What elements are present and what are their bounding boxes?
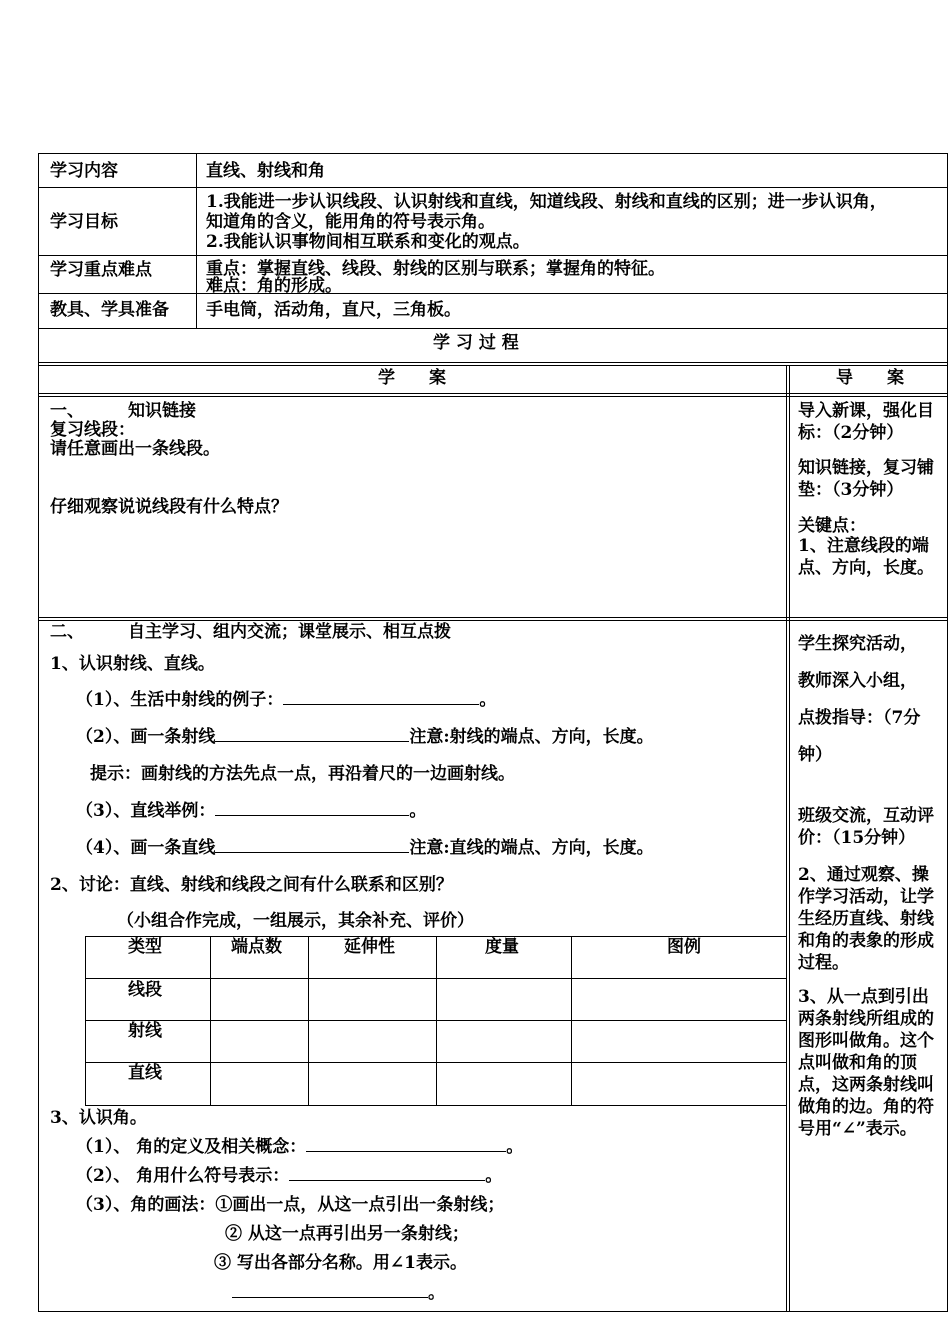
row-divider	[38, 328, 948, 329]
guide2-exchange: 班级交流，互动评价：（15分钟）	[798, 806, 934, 848]
row-divider	[38, 293, 948, 294]
answer-blank[interactable]	[289, 1166, 485, 1181]
guide2-activity: 学生探究活动，	[798, 634, 917, 654]
value-keypoints-1: 重点：掌握直线、线段、射线的区别与联系；掌握角的特征。	[206, 259, 665, 279]
table-header-extension: 延伸性	[344, 937, 395, 957]
prompt-text: （3）、直线举例：	[76, 801, 216, 821]
table-row-label: 射线	[128, 1021, 162, 1041]
value-content: 直线、射线和角	[206, 161, 325, 181]
table-header-type: 类型	[128, 937, 162, 957]
value-goals-2: 知道角的含义，能用角的符号表示角。	[206, 212, 495, 232]
grid-line	[210, 936, 211, 1106]
section2-line	[76, 690, 496, 710]
section2-line: 2、讨论：直线、射线和线段之间有什么联系和区别？	[50, 875, 453, 895]
row-divider	[38, 396, 948, 397]
period-text: 。	[485, 1166, 503, 1186]
section2-line	[76, 801, 426, 821]
period-text: 。	[479, 690, 497, 710]
table-header-endpoints: 端点数	[231, 937, 282, 957]
period-text: 。	[506, 1137, 524, 1157]
process-title: 学 习 过 程	[433, 333, 519, 353]
section2-line	[76, 838, 654, 858]
value-goals-3: 2.我能认识事物间相互联系和变化的观点。	[206, 232, 530, 252]
prompt-text: （2）、画一条射线	[76, 727, 216, 747]
guide2-angle-def: 3、从一点到引出两条射线所组成的图形叫做角。这个点叫做和角的顶点，这两条射线叫做角的边。角的符号用“∠”表示。	[798, 987, 934, 1139]
period-text: 。	[409, 801, 427, 821]
row-divider	[38, 187, 948, 188]
guide1-review: 知识链接，复习铺垫：（3分钟）	[798, 458, 934, 500]
grid-line	[85, 936, 86, 1106]
section2-line: （3）、角的画法：①画出一点，从这一点引出一条射线；	[76, 1195, 505, 1215]
grid-line	[436, 936, 437, 1106]
section1-line: 仔细观察说说线段有什么特点？	[50, 497, 288, 517]
section2-line: ② 从这一点再引出另一条射线；	[225, 1224, 469, 1244]
prompt-text: （1）、生活中射线的例子：	[76, 690, 284, 710]
grid-line	[571, 936, 572, 1106]
answer-blank[interactable]	[283, 690, 479, 705]
row-divider	[38, 617, 948, 618]
table-header-figure: 图例	[667, 937, 701, 957]
section2-line: 提示：画射线的方法先点一点，再沿着尺的一边画射线。	[90, 764, 515, 784]
answer-blank[interactable]	[232, 1283, 428, 1298]
table-header-measure: 度量	[485, 937, 519, 957]
answer-blank[interactable]	[215, 801, 409, 816]
section2-line	[76, 1166, 502, 1186]
comparison-table	[85, 936, 787, 1106]
guide1-keypoint: 1、注意线段的端点、方向，长度。	[798, 536, 934, 578]
section2-line: 3、认识角。	[50, 1108, 147, 1128]
guide2-teacher: 教师深入小组，	[798, 671, 917, 691]
note-text: 注意:直线的端点、方向，长度。	[409, 838, 654, 858]
row-divider	[38, 362, 948, 363]
section2-line: ③ 写出各部分名称。用∠1表示。	[214, 1253, 467, 1273]
prompt-text: （1）、 角的定义及相关概念：	[76, 1137, 307, 1157]
section2-line: 1、认识射线、直线。	[50, 654, 215, 674]
grid-line	[308, 936, 309, 1106]
label-goals: 学习目标	[50, 212, 118, 232]
answer-blank[interactable]	[215, 727, 409, 742]
value-goals-1: 1.我能进一步认识线段、认识射线和直线，知道线段、射线和直线的区别；进一步认识角，	[206, 192, 887, 212]
study-column-title: 学 案	[378, 368, 446, 388]
table-border-bottom	[38, 1311, 948, 1312]
label-column-divider	[196, 153, 197, 328]
row-divider	[38, 255, 948, 256]
label-content: 学习内容	[50, 161, 118, 181]
table-row-label: 线段	[128, 980, 162, 1000]
section1-line: 请任意画出一条线段。	[50, 439, 220, 459]
row-divider	[38, 365, 948, 366]
section2-number: 二、	[50, 622, 84, 642]
section2-line: （小组合作完成，一组展示，其余补充、评价）	[117, 911, 474, 931]
section2-heading: 自主学习、组内交流；课堂展示、相互点拨	[128, 622, 451, 642]
answer-blank[interactable]	[306, 1137, 506, 1152]
guide1-keypoint-title: 关键点：	[798, 516, 866, 536]
answer-blank[interactable]	[215, 838, 409, 853]
section1-heading: 知识链接	[128, 401, 196, 421]
guide-column-divider	[789, 365, 790, 1312]
guide2-guidance: 点拨指导：（7分	[798, 708, 921, 728]
value-keypoints-2: 难点：角的形成。	[206, 276, 342, 296]
row-divider	[38, 620, 948, 621]
guide2-observation: 2、通过观察、操作学习活动，让学生经历直线、射线和角的表象的形成过程。	[798, 865, 934, 973]
period-text: 。	[428, 1283, 445, 1303]
table-border-left	[38, 153, 39, 1312]
label-tools: 教具、学具准备	[50, 300, 169, 320]
section2-line	[232, 1283, 445, 1303]
section1-number: 一、	[50, 401, 84, 421]
guide-column-divider	[786, 365, 787, 1312]
value-tools: 手电筒，活动角，直尺，三角板。	[206, 300, 461, 320]
table-border-top	[38, 153, 948, 154]
section1-line: 复习线段：	[50, 420, 135, 440]
guide1-intro: 导入新课，强化目标：（2分钟）	[798, 401, 934, 443]
section2-line	[76, 727, 654, 747]
label-keypoints: 学习重点难点	[50, 260, 152, 280]
section2-line	[76, 1137, 523, 1157]
guide2-time: 钟）	[798, 745, 832, 765]
table-border-right	[947, 153, 948, 1312]
table-row-label: 直线	[128, 1063, 162, 1083]
guide-column-title: 导 案	[836, 368, 904, 388]
prompt-text: （4）、画一条直线	[76, 838, 216, 858]
prompt-text: （2）、 角用什么符号表示：	[76, 1166, 290, 1186]
note-text: 注意:射线的端点、方向，长度。	[409, 727, 654, 747]
row-divider	[38, 393, 948, 394]
